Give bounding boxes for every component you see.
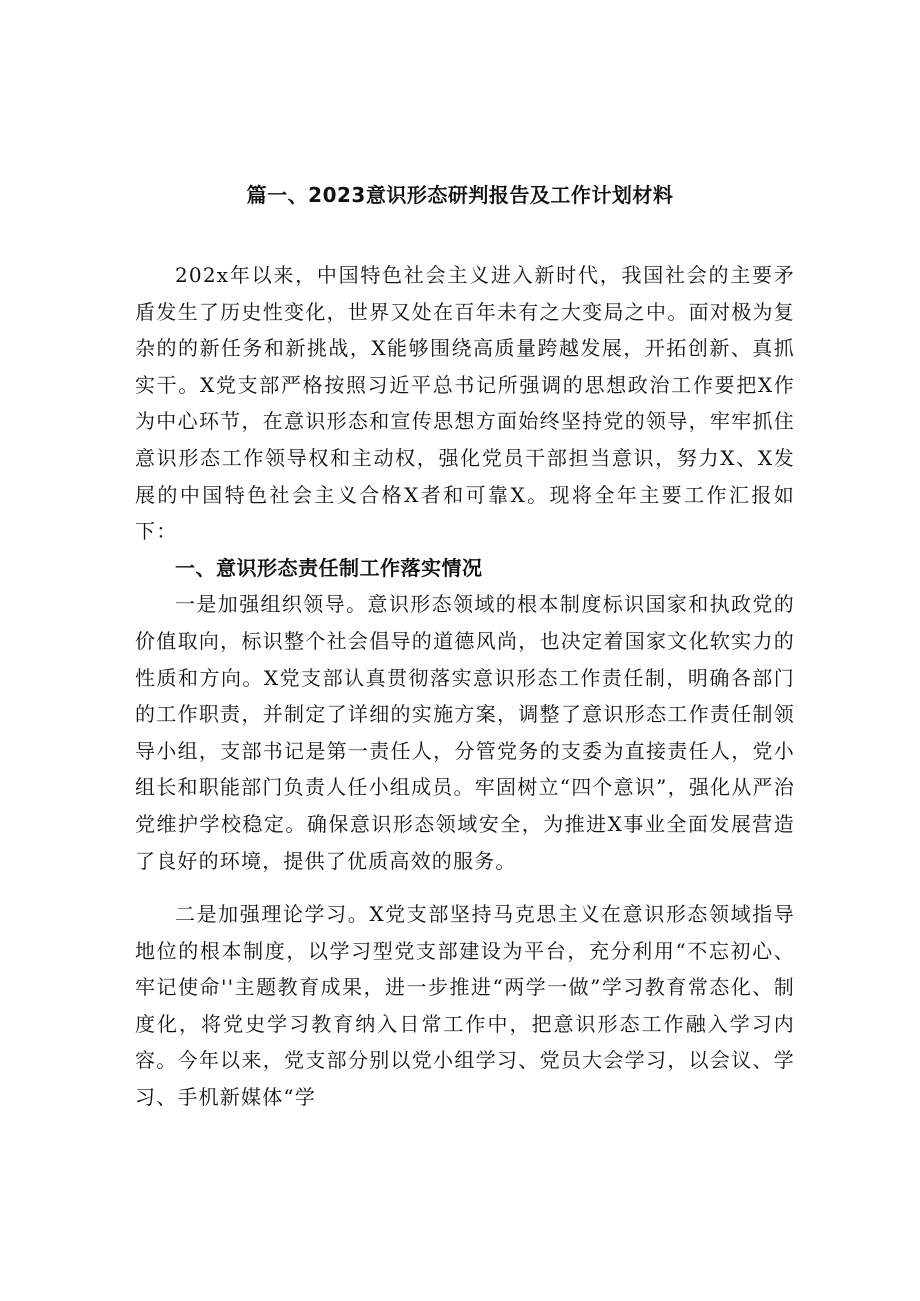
- intro-paragraph: 202x年以来，中国特色社会主义进入新时代，我国社会的主要矛盾发生了历史性变化，世界又处在百年未有之大变局之中。面对极为复杂的的新任务和新挑战，X能够围绕高质量跨越发展，开拓创新、真抓实干。X党支部严格按照习近平总书记所强调的思想政治工作要把X作为中心环节，在意识形态和宣传思想方面始终坚持党的领导，牢牢抓住意识形态工作领导权和主动权，强化党员干部担当意识，努力X、X发展的中国特色社会主义合格X者和可靠X。现将全年主要工作汇报如下：: [135, 263, 795, 544]
- body-paragraph-organization: 一是加强组织领导。意识形态领域的根本制度标识国家和执政党的价值取向，标识整个社会倡导的道德风尚，也决定着国家文化软实力的性质和方向。X党支部认真贯彻落实意识形态工作责任制，明确各部门的工作职责，并制定了详细的实施方案，调整了意识形态工作责任制领导小组，支部书记是第一责任人，分管党务的支委为直接责任人，党小组长和职能部门负责人任小组成员。牢固树立“四个意识”，强化从严治党维护学校稳定。确保意识形态领域安全，为推进X事业全面发展营造了良好的环境，提供了优质高效的服务。: [135, 592, 795, 873]
- document-body: [135, 257, 795, 1116]
- body-paragraph-theory-study: 二是加强理论学习。X党支部坚持马克思主义在意识形态领域指导地位的根本制度，以学习型党支部建设为平台，充分利用“不忘初心、牢记使命''主题教育成果，进一步推进“两学一做”学习教育常态化、制度化，将党史学习教育纳入日常工作中，把意识形态工作融入学习内容。今年以来，党支部分别以党小组学习、党员大会学习，以会议、学习、手机新媒体“学: [135, 902, 795, 1110]
- document-title: 篇一、2023意识形态研判报告及工作计划材料: [246, 183, 674, 207]
- section-heading: 一、意识形态责任制工作落实情况: [175, 555, 483, 580]
